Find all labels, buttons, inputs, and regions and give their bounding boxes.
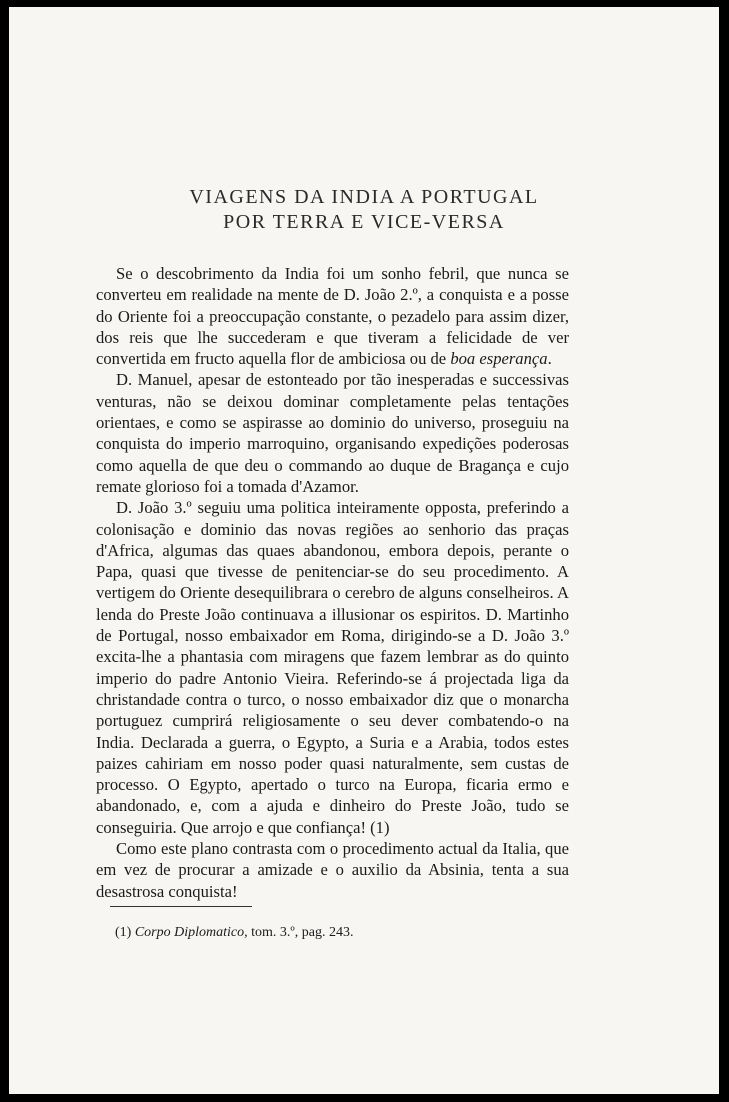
footnote-source: Corpo Diplomatico, (134, 925, 248, 940)
page-title-line-2: POR TERRA E VICE-VERSA (223, 211, 505, 233)
paragraph-1 (96, 263, 569, 369)
document-page (9, 7, 719, 1094)
paragraph-1-end: . (547, 349, 552, 369)
footnote (115, 924, 353, 942)
footnote-marker: (1) (115, 925, 132, 940)
paragraph-1-text: Se o descobrimento da India foi um sonho febril, que nunca se converteu em realidade na mente de D. João 2.º, a conquista e a posse do Oriente foi a preoccupação constante, o pezadelo para assim dizer, dos reis que lhe succederam e que tiveram a felicidade de ver convertida em fructo aquella flor de ambiciosa ou de (96, 264, 569, 369)
page-title-line-1: VIAGENS DA INDIA A PORTUGAL (189, 186, 539, 208)
paragraph-2: D. Manuel, apesar de estonteado por tão inesperadas e successivas venturas, não se deixou dominar completamente pelas tentações orientaes, e como se aspirasse ao dominio do universo, proseguiu na conquista do imperio marroquino, organisando expedições poderosas como aquella de que deu o commando ao duque de Bragança e cujo remate glorioso foi a tomada d'Azamor. (96, 370, 569, 496)
paragraph-4: Como este plano contrasta com o procedimento actual da Italia, que em vez de procurar a amizade e o auxilio da Absinia, tenta a sua desastrosa conquista! (96, 839, 569, 901)
footnote-reference: tom. 3.º, pag. 243. (251, 925, 354, 940)
paragraph-3: D. João 3.º seguiu uma politica inteiramente opposta, preferindo a colonisação e dominio das novas regiões ao senhorio das praças d'Africa, algumas das quaes abandonou, embora depois, perante o Papa, quasi que tivesse de penitenciar-se do seu procedimento. A vertigem do Oriente desequilibrara o cerebro de alguns conselheiros. A lenda do Preste João continuava a illusionar os espiritos. D. Martinho de Portugal, nosso embaixador em Roma, dirigindo-se a D. João 3.º excita-lhe a phantasia com miragens que fazem lembrar as do quinto imperio do padre Antonio Vieira. Referindo-se á projectada liga da christandade contra o turco, o nosso embaixador diz que o monarcha portuguez cumprirá religiosamente o seu dever combatendo-o na India. Declarada a guerra, o Egypto, a Suria e a Arabia, todos estes paizes cahiriam em nosso poder quasi naturalmente, sem custas de processo. O Egypto, apertado o turco na Europa, ficaria ermo e abandonado, e, com a ajuda e dinheiro do Preste João, tudo se conseguiria. Que arrojo e que confiança! (1) (96, 498, 569, 837)
paragraph-1-italic: boa esperança (450, 349, 548, 369)
footnote-divider (110, 906, 252, 907)
body-text (96, 263, 569, 902)
